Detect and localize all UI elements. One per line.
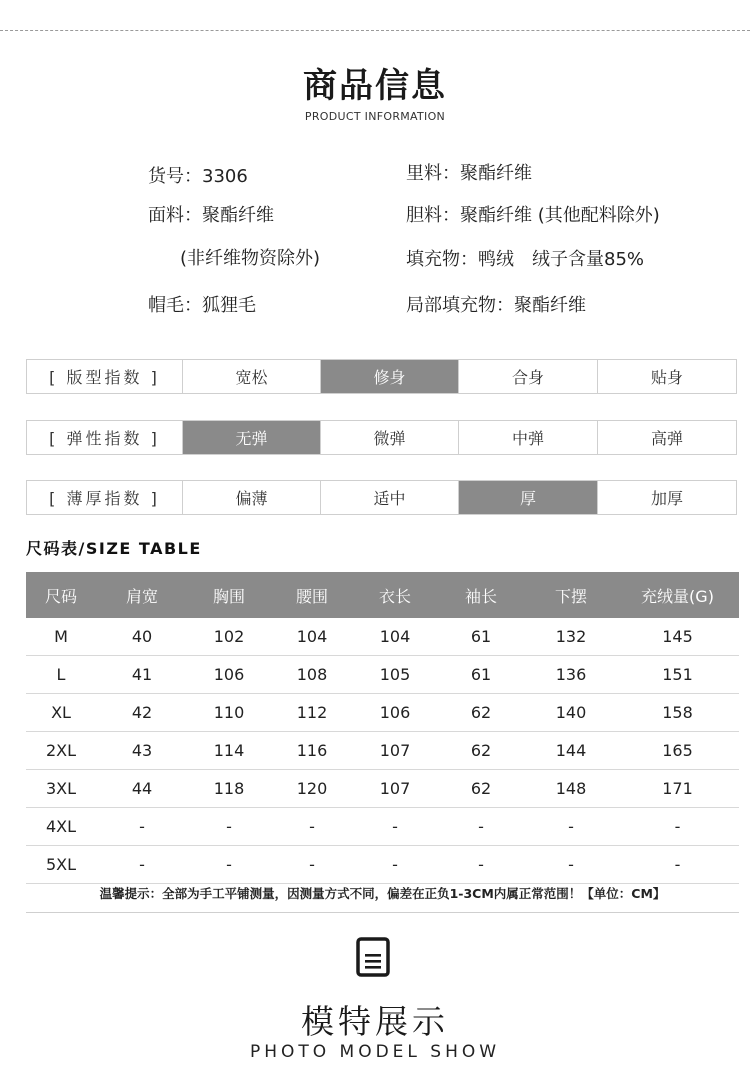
table-cell: 62 xyxy=(436,732,526,770)
table-cell: 148 xyxy=(526,770,616,808)
fit-index-option: 修身 xyxy=(320,360,458,393)
info-lining: 里料：聚酯纤维 xyxy=(406,163,532,184)
table-cell: - xyxy=(354,808,436,846)
table-cell: 40 xyxy=(96,618,188,656)
table-cell: 42 xyxy=(96,694,188,732)
table-row xyxy=(26,846,739,884)
table-cell: 102 xyxy=(188,618,270,656)
note-divider xyxy=(26,912,739,913)
table-cell: 61 xyxy=(436,618,526,656)
table-cell: - xyxy=(436,808,526,846)
table-cell: - xyxy=(526,846,616,884)
size-table-header-cell: 衣长 xyxy=(354,572,436,618)
table-cell: - xyxy=(526,808,616,846)
table-cell: 120 xyxy=(270,770,354,808)
fit-index-option: 合身 xyxy=(458,360,597,393)
thickness-index-option: 厚 xyxy=(458,481,597,514)
size-table-header-cell: 下摆 xyxy=(526,572,616,618)
table-cell: - xyxy=(616,846,739,884)
thickness-index-label: [ 薄厚指数 ] xyxy=(49,489,160,508)
thickness-index-row xyxy=(26,480,737,515)
table-cell: - xyxy=(96,808,188,846)
size-table-header-cell: 腰围 xyxy=(270,572,354,618)
size-table-header-cell: 充绒量(G) xyxy=(616,572,739,618)
info-inner: 胆料：聚酯纤维 (其他配料除外) xyxy=(406,205,660,226)
table-cell: 116 xyxy=(270,732,354,770)
size-table-header-cell: 袖长 xyxy=(436,572,526,618)
table-cell: 104 xyxy=(270,618,354,656)
table-cell: 61 xyxy=(436,656,526,694)
table-cell: - xyxy=(270,808,354,846)
table-cell: - xyxy=(616,808,739,846)
elastic-index-option: 微弹 xyxy=(320,421,458,454)
table-cell: 132 xyxy=(526,618,616,656)
model-show-title: 模特展示 xyxy=(301,1002,449,1041)
section-subtitle: PRODUCT INFORMATION xyxy=(304,110,446,123)
elastic-index-row xyxy=(26,420,737,455)
table-cell: 136 xyxy=(526,656,616,694)
elastic-index-option: 高弹 xyxy=(597,421,736,454)
table-cell: M xyxy=(26,618,96,656)
size-table-header-cell: 胸围 xyxy=(188,572,270,618)
fit-index-row xyxy=(26,359,737,394)
top-divider xyxy=(0,30,750,31)
table-row xyxy=(26,618,739,656)
table-row xyxy=(26,694,739,732)
document-icon xyxy=(356,937,390,977)
table-cell: - xyxy=(270,846,354,884)
table-cell: 140 xyxy=(526,694,616,732)
size-table-header-cell: 肩宽 xyxy=(96,572,188,618)
table-cell: 118 xyxy=(188,770,270,808)
table-cell: 144 xyxy=(526,732,616,770)
elastic-index-label: [ 弹性指数 ] xyxy=(49,429,160,448)
section-title: 商品信息 xyxy=(303,66,447,106)
info-fabric-note: (非纤维物资除外) xyxy=(180,248,321,269)
info-partial-filling: 局部填充物：聚酯纤维 xyxy=(406,295,586,316)
table-cell: 165 xyxy=(616,732,739,770)
table-cell: 2XL xyxy=(26,732,96,770)
table-cell: 5XL xyxy=(26,846,96,884)
elastic-index-option: 无弹 xyxy=(182,421,320,454)
table-cell: - xyxy=(436,846,526,884)
size-table xyxy=(26,572,739,884)
table-cell: 107 xyxy=(354,770,436,808)
table-cell: 112 xyxy=(270,694,354,732)
fit-index-label: [ 版型指数 ] xyxy=(49,368,160,387)
table-cell: - xyxy=(188,846,270,884)
table-cell: 106 xyxy=(354,694,436,732)
table-cell: - xyxy=(188,808,270,846)
table-cell: 4XL xyxy=(26,808,96,846)
table-cell: 108 xyxy=(270,656,354,694)
size-table-title: 尺码表/SIZE TABLE xyxy=(26,539,202,558)
info-hat-fur: 帽毛：狐狸毛 xyxy=(148,295,256,316)
table-cell: - xyxy=(354,846,436,884)
table-cell: 158 xyxy=(616,694,739,732)
table-cell: 43 xyxy=(96,732,188,770)
thickness-index-option: 加厚 xyxy=(597,481,736,514)
table-cell: 41 xyxy=(96,656,188,694)
table-cell: 106 xyxy=(188,656,270,694)
thickness-index-option: 偏薄 xyxy=(182,481,320,514)
fit-index-option: 宽松 xyxy=(182,360,320,393)
info-fabric: 面料：聚酯纤维 xyxy=(148,205,274,226)
table-cell: 104 xyxy=(354,618,436,656)
table-cell: 151 xyxy=(616,656,739,694)
model-show-subtitle: PHOTO MODEL SHOW xyxy=(249,1042,501,1062)
measurement-note: 温馨提示：全部为手工平铺测量，因测量方式不同，偏差在正负1-3CM内属正常范围！【单位：CM】 xyxy=(99,886,666,901)
size-table-header-cell: 尺码 xyxy=(26,572,96,618)
fit-index-option: 贴身 xyxy=(597,360,736,393)
thickness-index-option: 适中 xyxy=(320,481,458,514)
table-cell: 44 xyxy=(96,770,188,808)
size-table-header xyxy=(26,572,739,618)
table-row xyxy=(26,808,739,846)
table-cell: 114 xyxy=(188,732,270,770)
table-cell: 62 xyxy=(436,694,526,732)
table-cell: 110 xyxy=(188,694,270,732)
table-cell: XL xyxy=(26,694,96,732)
table-row xyxy=(26,656,739,694)
table-row xyxy=(26,770,739,808)
table-cell: 171 xyxy=(616,770,739,808)
info-filling: 填充物：鸭绒 绒子含量85% xyxy=(406,249,645,270)
table-cell: 145 xyxy=(616,618,739,656)
table-cell: - xyxy=(96,846,188,884)
table-row xyxy=(26,732,739,770)
elastic-index-option: 中弹 xyxy=(458,421,597,454)
table-cell: 3XL xyxy=(26,770,96,808)
table-cell: 107 xyxy=(354,732,436,770)
table-cell: L xyxy=(26,656,96,694)
table-cell: 62 xyxy=(436,770,526,808)
info-item-no: 货号：3306 xyxy=(148,166,248,187)
table-cell: 105 xyxy=(354,656,436,694)
